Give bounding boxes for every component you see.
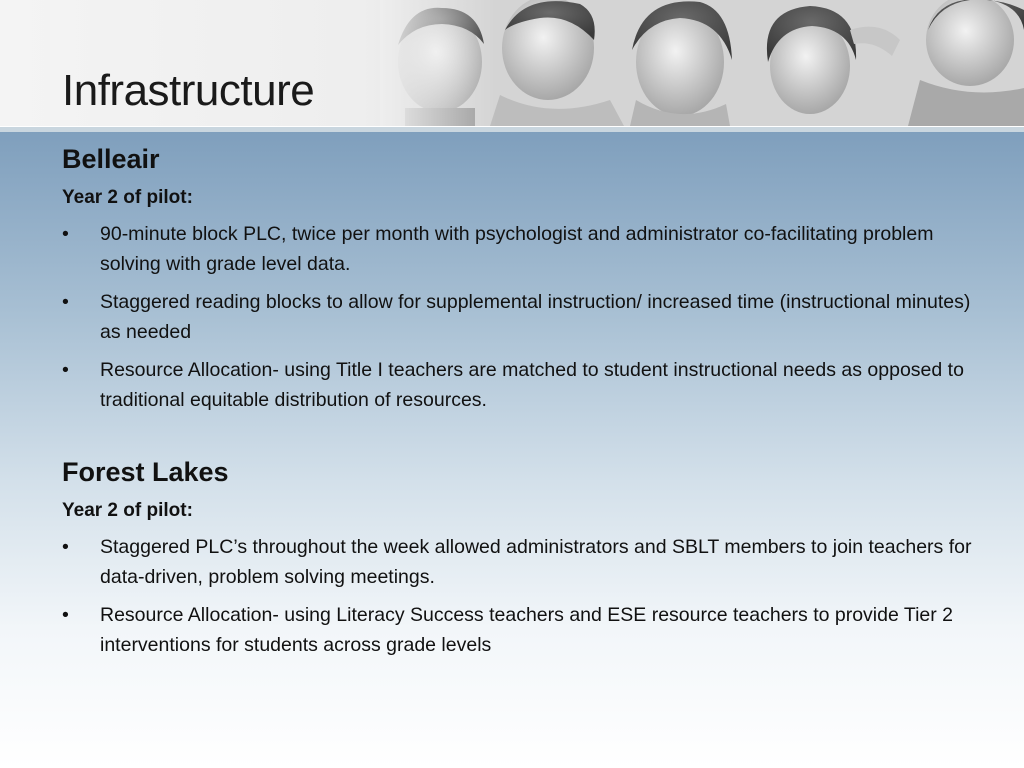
section-heading: Forest Lakes xyxy=(62,457,229,487)
slide-title: Infrastructure xyxy=(62,66,315,115)
list-item-text: 90-minute block PLC, twice per month with psychologist and administrator co-facilitating problem solving with grade level data. xyxy=(100,223,934,275)
bullet-list xyxy=(62,219,982,415)
section-forest-lakes xyxy=(62,457,982,660)
list-item xyxy=(62,355,982,415)
list-item-text: Staggered reading blocks to allow for supplemental instruction/ increased time (instructional minutes) as needed xyxy=(100,291,971,343)
list-item xyxy=(62,600,982,660)
list-item xyxy=(62,532,982,592)
list-item xyxy=(62,219,982,279)
bullet-icon: • xyxy=(62,536,69,558)
bullet-icon: • xyxy=(62,359,69,381)
family-photo-image xyxy=(380,0,1024,126)
bullet-icon: • xyxy=(62,291,69,313)
bullet-icon: • xyxy=(62,604,69,626)
section-heading: Belleair xyxy=(62,144,160,174)
section-belleair xyxy=(62,144,982,415)
bullet-list xyxy=(62,532,982,660)
list-item-text: Staggered PLC’s throughout the week allowed administrators and SBLT members to join teachers for data-driven, problem solving meetings. xyxy=(100,536,972,588)
list-item xyxy=(62,287,982,347)
list-item-text: Resource Allocation- using Title I teachers are matched to student instructional needs as opposed to traditional equitable distribution of resources. xyxy=(100,359,964,411)
bullet-icon: • xyxy=(62,223,69,245)
list-item-text: Resource Allocation- using Literacy Success teachers and ESE resource teachers to provide Tier 2 interventions for students across grade levels xyxy=(100,604,954,656)
section-subheading: Year 2 of pilot: xyxy=(62,500,193,521)
slide-body xyxy=(62,144,982,668)
section-subheading: Year 2 of pilot: xyxy=(62,187,193,208)
header-banner xyxy=(0,0,1024,126)
